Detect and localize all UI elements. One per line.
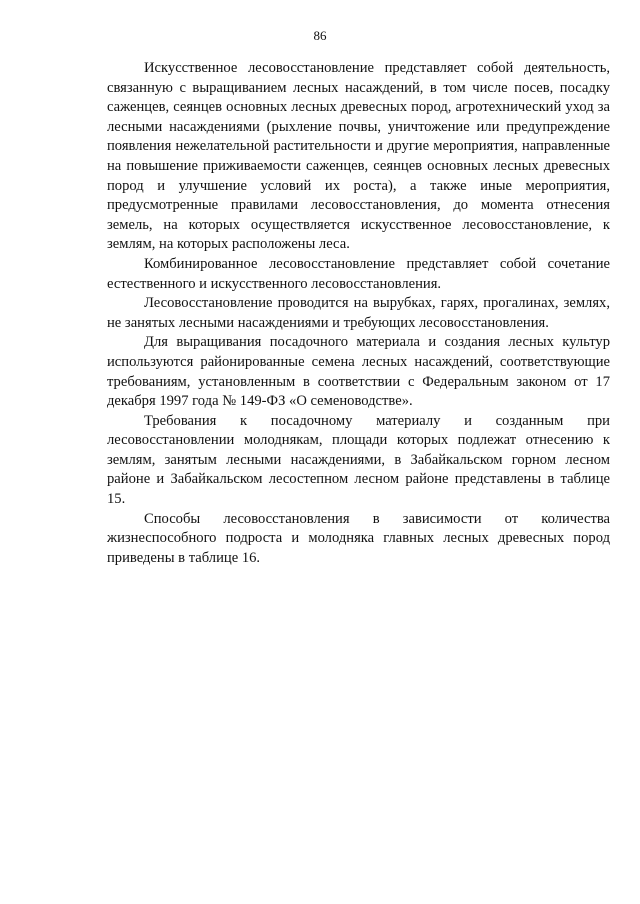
document-body [107,59,610,568]
paragraph-methods-table-16: Способы лесовосстановления в зависимости от количества жизнеспособного подроста и молодняка главных лесных древесных пород приведены в таблице 16. [107,510,610,566]
paragraph-artificial-reforestation: Искусственное лесовосстановление представляет собой деятельность, связанную с выращиванием лесных насаждений, в том числе посев, посадку саженцев, сеянцев основных лесных древесных пород, агротехнический уход за лесными насаждениями (рыхление почвы, уничтожение или предупреждение появления нежелательной растительности и другие мероприятия, направленные на повышение приживаемости саженцев, сеянцев основных лесных древесных пород и улучшение условий их роста), а также иные мероприятия, предусмотренные правилами лесовосстановления, до момента отнесения земель, на которых осуществляется искусственное лесовосстановление, к землям, на которых расположены леса. [107,60,610,253]
paragraph-requirements-table-15: Требования к посадочному материалу и созданным при лесовосстановлении молоднякам, площади которых подлежат отнесению к землям, занятым лесными насаждениями, в Забайкальском горном лесном районе и Забайкальском лесостепном лесном районе представлены в таблице 15. [107,412,610,508]
paragraph-reforestation-sites: Лесовосстановление проводится на вырубках, гарях, прогалинах, землях, не занятых лесными насаждениями и требующих лесовосстановления. [107,295,610,331]
paragraph-planting-material: Для выращивания посадочного материала и создания лесных культур используются районированные семена лесных насаждений, соответствующие требованиям, установленным в соответствии с Федеральным законом от 17 декабря 1997 года № 149-ФЗ «О семеноводстве». [107,334,610,410]
paragraph-combined-reforestation: Комбинированное лесовосстановление представляет собой сочетание естественного и искусственного лесовосстановления. [107,255,610,292]
page-number: 86 [313,28,327,43]
